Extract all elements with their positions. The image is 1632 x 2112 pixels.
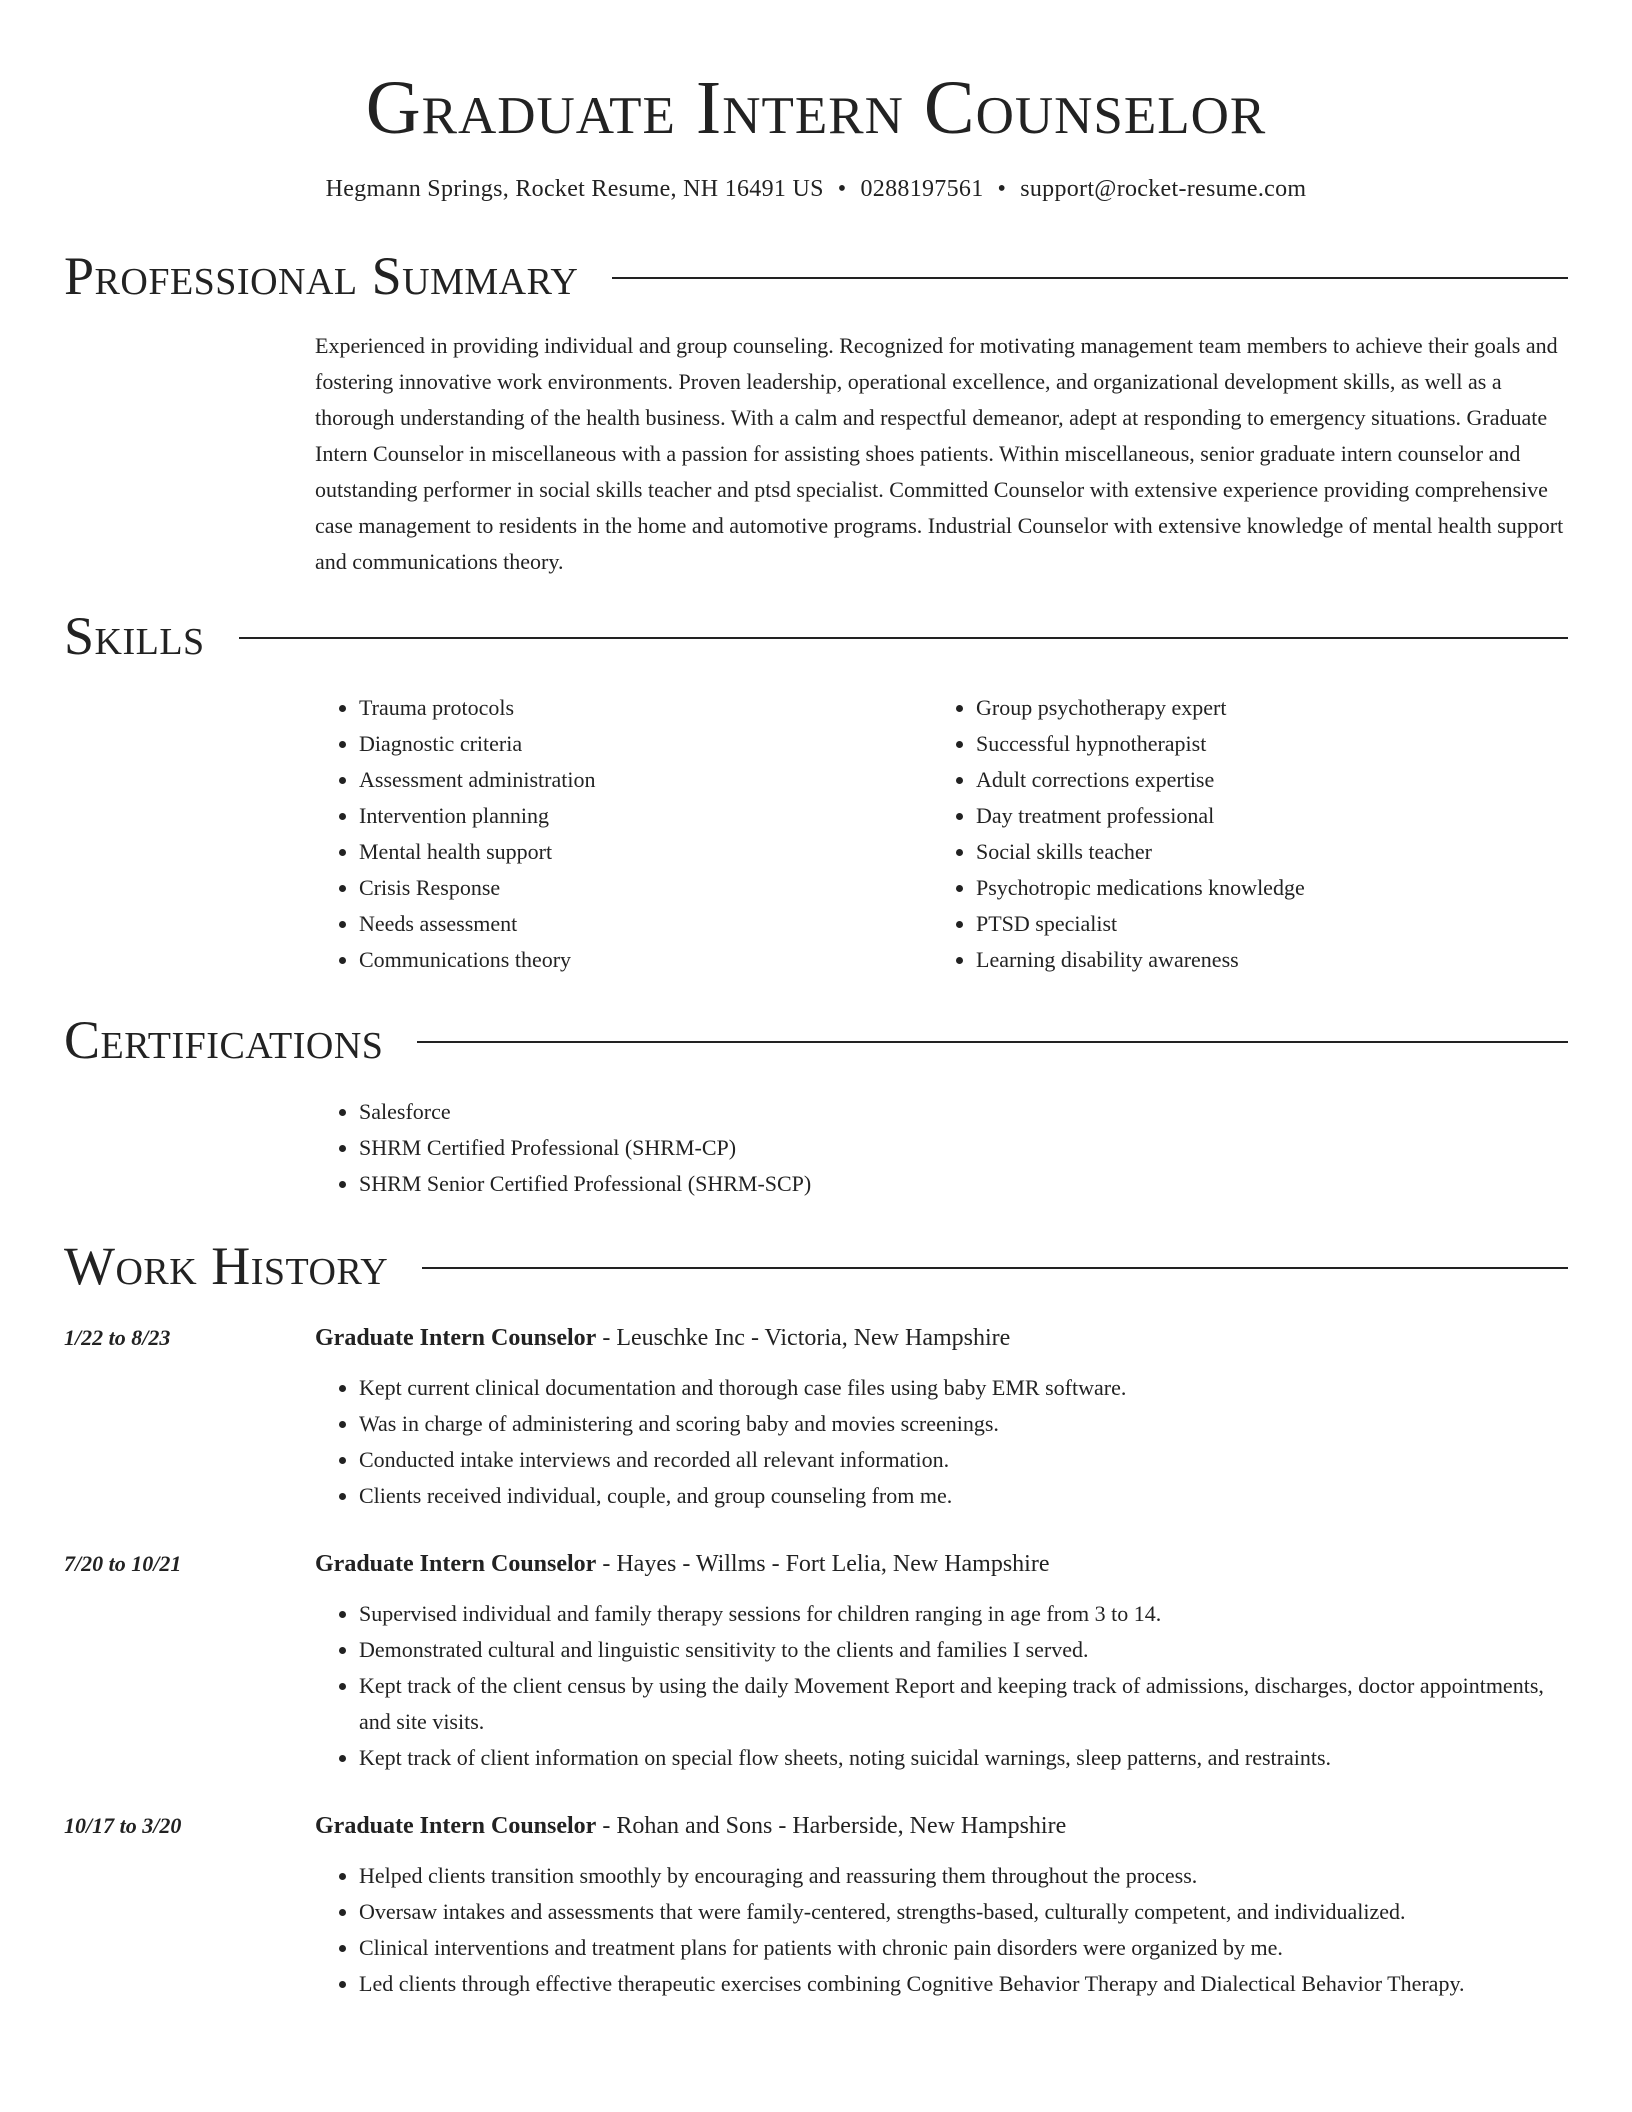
job-bullet: • Was in charge of administering and scoring baby and movies screenings. [359,1406,1568,1442]
job-body [315,1320,1568,1514]
job-dates: 1/22 to 8/23 [64,1325,171,1350]
job-title: Graduate Intern Counselor [315,1551,597,1577]
section-divider [239,637,1568,639]
certifications-section-title: Certifications [64,1010,384,1070]
job-entry [64,1320,1568,1514]
skill-item: • Assessment administration [359,762,932,798]
job-body [315,1808,1568,2002]
job-bullet: • Clients received individual, couple, and group counseling from me. [359,1478,1568,1514]
summary-section-title: Professional Summary [64,246,579,306]
skills-column-right [932,690,1549,978]
contact-separator: • [997,176,1007,202]
job-dates: 7/20 to 10/21 [64,1551,182,1576]
skill-item: • Mental health support [359,834,932,870]
skill-item: • Adult corrections expertise [976,762,1549,798]
certification-item: • SHRM Certified Professional (SHRM-CP) [359,1130,1568,1166]
skills-section-header [64,604,1568,668]
certification-item: • SHRM Senior Certified Professional (SHRM-SCP) [359,1166,1568,1202]
skills-grid [315,690,1568,978]
skill-item: • Psychotropic medications knowledge [976,870,1549,906]
skill-item: • Group psychotherapy expert [976,690,1549,726]
job-header [315,1320,1568,1356]
contact-address: Hegmann Springs, Rocket Resume, NH 16491 US [325,176,824,202]
skill-item: • Diagnostic criteria [359,726,932,762]
contact-separator: • [837,176,847,202]
contact-line [64,174,1568,204]
job-entry [64,1808,1568,2002]
job-bullet: • Supervised individual and family therapy sessions for children ranging in age from 3 to 14. [359,1596,1568,1632]
job-bullet: • Oversaw intakes and assessments that were family-centered, strengths-based, culturally competent, and individualized. [359,1894,1568,1930]
skill-item: • Needs assessment [359,906,932,942]
job-bullet: • Clinical interventions and treatment plans for patients with chronic pain disorders were organized by me. [359,1930,1568,1966]
section-divider [612,277,1568,279]
job-company-location: - Leuschke Inc - Victoria, New Hampshire [596,1325,1011,1351]
section-divider [417,1041,1568,1043]
job-title: Graduate Intern Counselor [315,1325,597,1351]
skill-item: • Crisis Response [359,870,932,906]
contact-email: support@rocket-resume.com [1020,176,1307,202]
certifications-section-header [64,1008,1568,1072]
job-bullet: • Led clients through effective therapeutic exercises combining Cognitive Behavior Therapy and Dialectical Behavior Therapy. [359,1966,1568,2002]
job-dates: 10/17 to 3/20 [64,1813,182,1838]
resume-name: Graduate Intern Counselor [365,66,1267,150]
certifications-list [315,1094,1568,1202]
work-section-header [64,1234,1568,1298]
job-bullet: • Helped clients transition smoothly by encouraging and reassuring them throughout the process. [359,1858,1568,1894]
job-entry [64,1546,1568,1776]
job-title: Graduate Intern Counselor [315,1813,597,1839]
job-header [315,1546,1568,1582]
skills-list-right [932,690,1549,978]
skill-item: • Social skills teacher [976,834,1549,870]
summary-text: Experienced in providing individual and group counseling. Recognized for motivating management team members to achieve their goals and fostering innovative work environments. Proven leadership, operational excellence, and organizational development skills, as well as a thorough understanding of the health business. With a calm and respectful demeanor, adept at responding to emergency situations. Graduate Intern Counselor in miscellaneous with a passion for assisting shoes patients. Within miscellaneous, senior graduate intern counselor and outstanding performer in social skills teacher and ptsd specialist. Committed Counselor with extensive experience providing comprehensive case management to residents in the home and automotive programs. Industrial Counselor with extensive knowledge of mental health support and communications theory. [315,333,1564,574]
skills-section-title: Skills [64,606,205,666]
skill-item: • Successful hypnotherapist [976,726,1549,762]
skill-item: • Trauma protocols [359,690,932,726]
job-bullets [315,1858,1568,2002]
job-company-location: - Rohan and Sons - Harberside, New Hampshire [596,1813,1067,1839]
skill-item: • PTSD specialist [976,906,1549,942]
skill-item: • Communications theory [359,942,932,978]
job-bullet: • Kept track of the client census by using the daily Movement Report and keeping track of admissions, discharges, doctor appointments, and site visits. [359,1668,1568,1740]
skill-item: • Day treatment professional [976,798,1549,834]
job-header [315,1808,1568,1844]
certification-item: • Salesforce [359,1094,1568,1130]
contact-phone: 0288197561 [860,176,984,202]
skills-column-left [315,690,932,978]
job-bullet: • Conducted intake interviews and recorded all relevant information. [359,1442,1568,1478]
job-bullets [315,1596,1568,1776]
summary-section-header [64,244,1568,308]
skill-item: • Intervention planning [359,798,932,834]
job-bullet: • Demonstrated cultural and linguistic sensitivity to the clients and families I served. [359,1632,1568,1668]
resume-page [64,0,1568,2002]
skill-item: • Learning disability awareness [976,942,1549,978]
section-divider [422,1267,1568,1269]
job-body [315,1546,1568,1776]
job-bullet: • Kept current clinical documentation and thorough case files using baby EMR software. [359,1370,1568,1406]
skills-list-left [315,690,932,978]
work-section-title: Work History [64,1236,389,1296]
job-bullets [315,1370,1568,1514]
job-bullet: • Kept track of client information on special flow sheets, noting suicidal warnings, sleep patterns, and restraints. [359,1740,1568,1776]
job-company-location: - Hayes - Willms - Fort Lelia, New Hampshire [596,1551,1050,1577]
certifications-block [315,1094,1568,1202]
